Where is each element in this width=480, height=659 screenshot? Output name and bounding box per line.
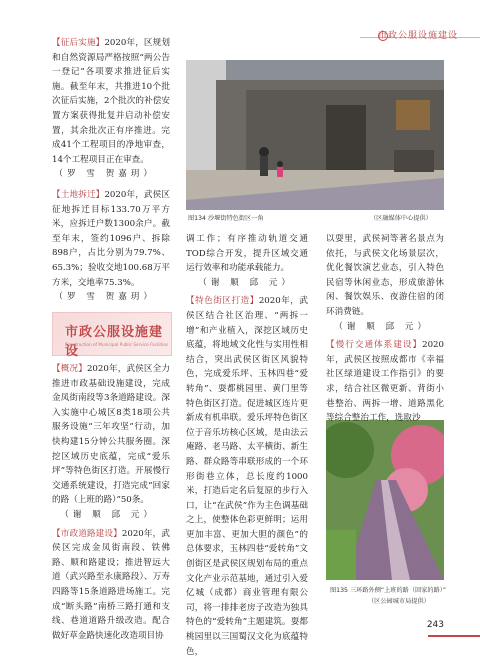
text-road-construction: 2020年，武侯区完成金凤街南段、铁佛路、顺和路建设；推进智远大道（武兴路至永康路段）、万寿四路等15条道路进场施工。完成“断头路”南桥三路打通和支线、巷道道路升级改造。配合做好草金路快速化改造项目协 — [52, 528, 170, 641]
text-overview: 2020年，武侯区全力推进市政基础设施建设，完成金凤街南段等3条道路建设。深入实施中心城区8类18项公共服务设施“三年攻坚”行动，加快构建15分钟公共服务圈。深挖区域历史底蕴，完成“爱乐坪”等特色街区打造。开展慢行交通系统建设，打造完成“回家的路（上班的路）”50条。 — [52, 364, 170, 506]
section-banner — [52, 312, 172, 359]
text-levy-implementation: 2020年，区规划和自然资源局严格按照“两公告一登记”各项要求推进征后实施。截至年末，共推进10个批次征后实施，2个批次的补偿安置方案获得批复并启动补偿安置，其余批次正有序推进。完成41个工程项目的净地审查，14个工程项目正在审查。 — [52, 38, 170, 165]
text-road-continuation: 调工作；有序推动轨道交通TOD综合开发，提升区域交通运行效率和功能承载能力。 — [186, 234, 308, 274]
footer-rule — [428, 635, 480, 637]
signature: （罗 雪 贺嘉玥） — [54, 292, 156, 303]
paragraph-road-construction — [52, 527, 170, 644]
tag-road-construction: 【市政道路建设】 — [52, 528, 122, 539]
column-1-top — [52, 36, 170, 305]
column-1-bottom — [52, 362, 170, 643]
text-feature-continuation: 以耍里，武侯祠等著名景点为依托，与武侯文化场景层次，优化餐饮演艺业态，引入特色民宿等休闲业态，形成旅游休闲、餐饮娱乐、夜游住宿的闭环消费链。 — [326, 234, 444, 317]
signature: （罗 雪 贺嘉玥） — [54, 169, 156, 180]
page-number: 243 — [426, 620, 444, 630]
photo1-caption: 图134 沙堰街特色街区一角 — [188, 215, 264, 222]
tag-overview: 【概况】 — [52, 364, 87, 374]
text-feature-streets: 2020年，武侯区结合社区治理、“两拆一增”和产业植入，深挖区域历史底蕴，将地域文化性与实用性相结合，突出武侯区街区风貌特色，完成爱乐坪、玉林四巷“爱转角”、耍都桃园里、黄门里等特色街区打造。促进城区连片更新成有机串联。爱乐坪特色街区位于音乐坊核心区域，是由法云庵路、老马路、太平横街、新生路、群众路等串联形成的一个环形街巷立体，总长度约1000米，打造后定名后复原的步行入口，让“在武侯”作为主色调基础之上，使整体色彩更鲜明；运用更加丰富、更加大胆的颜色”的总体要求，玉林四巷“爱转角”文创街区是武侯区规划布局的重点文化产业示范基地，通过引入爱亿城（成都）商业管理有限公司，将一排排老房子改造为独具特色的“爱转角”主题建筑。耍都桃园里以三国蜀汉文化为底蕴特色， — [186, 296, 308, 657]
paragraph-land-demolition — [52, 188, 170, 290]
signature: （谢 顺 邱 元） — [60, 509, 156, 520]
signature: （谢 顺 邱 元） — [198, 277, 294, 288]
tag-feature-streets: 【特色街区打造】 — [186, 296, 259, 307]
column-3 — [326, 232, 444, 426]
text-slow-traffic: 2020年，武侯区按照成都市《幸福社区绿道建设工作指引》的要求，结合社区微更新、背街小巷整治、两拆一增、道路黑化等综合整治工作，选取沙 — [326, 340, 444, 424]
paragraph-levy-implementation — [52, 36, 170, 167]
text-land-demolition: 2020年，武侯区征地拆迁目标133.70万平方米，应拆迁户数1300余户。截至年末，签约1096户、拆除898户，占比分别为79.7%、65.3%；验收交地100.68万平方米，交地率75.3%。 — [52, 189, 170, 288]
paragraph-feature-streets — [186, 294, 308, 659]
tag-slow-traffic: 【慢行交通体系建设】 — [326, 340, 423, 351]
paragraph-slow-traffic — [326, 338, 444, 426]
photo2-caption: 图135 三环路外侧“上班的路（回家的路）” — [330, 587, 447, 594]
signature: （谢 顺 邱 元） — [334, 321, 430, 332]
walkway-photo-icon — [326, 420, 444, 580]
running-title: 市政公服设施建设 — [377, 31, 458, 41]
photo2-credit: （区公园城市局提供） — [368, 598, 430, 605]
column-2 — [186, 232, 308, 659]
tag-land-demolition: 【土地拆迁】 — [52, 189, 105, 200]
street-photo-icon — [186, 60, 444, 210]
section-subtitle: Construction of Municipal Public Service Facilities — [65, 342, 169, 347]
paragraph-overview — [52, 362, 170, 508]
photo-street-corner — [186, 60, 444, 210]
section-title: 市政公服设施建设 — [65, 325, 164, 359]
photo-walkway — [326, 420, 444, 580]
tag-levy-implementation: 【征后实施】 — [52, 38, 105, 48]
photo1-credit: （区融媒体中心提供） — [370, 215, 432, 222]
